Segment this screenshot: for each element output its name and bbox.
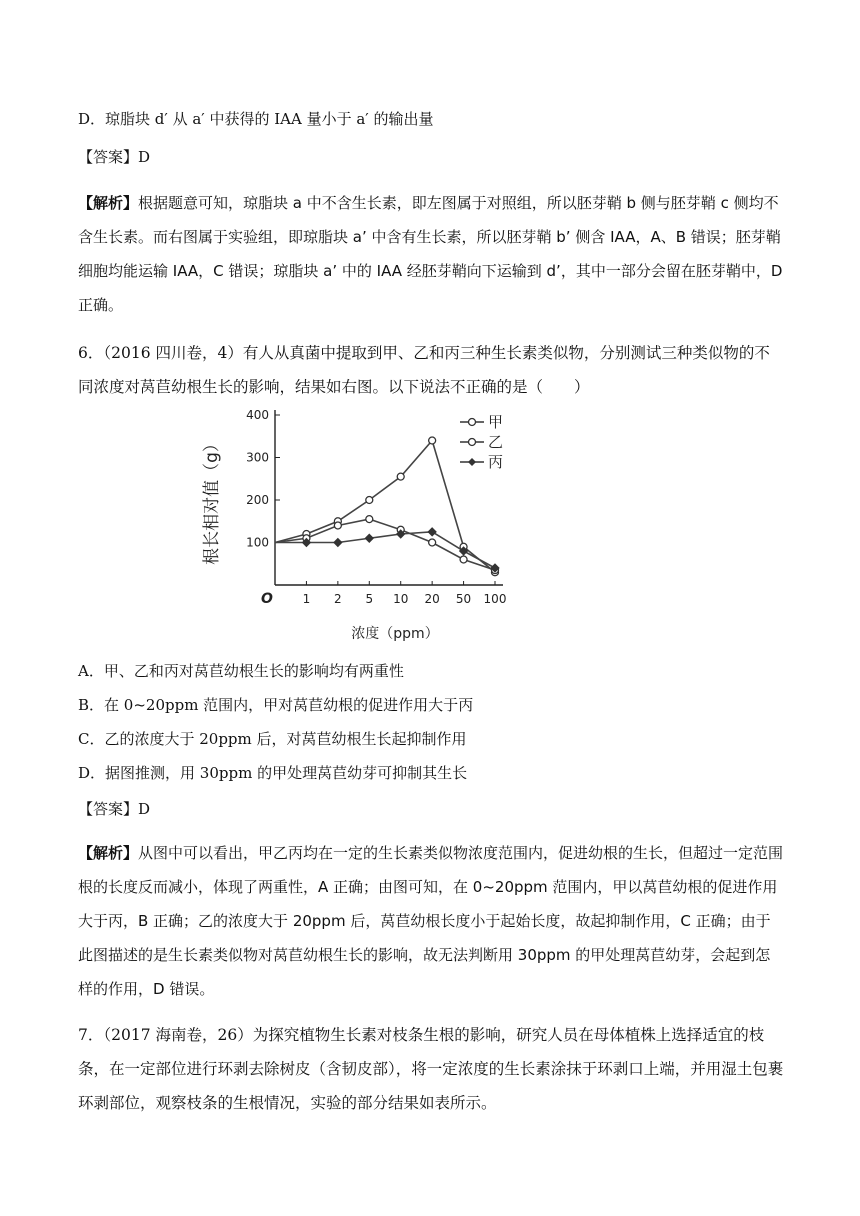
root-length-chart — [195, 400, 515, 650]
x-tick-label: 20 — [424, 592, 440, 606]
data-point-甲 — [429, 437, 436, 444]
data-point-乙 — [429, 539, 436, 546]
y-tick-label: 400 — [246, 408, 269, 422]
y-tick-label: 300 — [246, 450, 269, 465]
data-point-乙 — [334, 522, 341, 529]
legend-marker — [468, 458, 476, 466]
data-point-丙 — [334, 539, 342, 547]
analysis-text: 从图中可以看出，甲乙丙均在一定的生长素类似物浓度范围内，促进幼根的生长，但超过一定范围根的长度反而减小，体现了两重性，A 正确；由图可知，在 0~20ppm 范围内，甲以莴苣幼根的促进作用大于丙，B 正确；乙的浓度大于 20ppm 后，莴苣幼根长度小于起始长度，故起抑制作用，C 正确；由于此图描述的是生长素类似物对莴苣幼根生长的影响，故无法判断用 30ppm 的甲处理莴苣幼芽，会起到怎样的作用，D 错误。 — [78, 844, 784, 998]
q6-option-b: B．在 0~20ppm 范围内，甲对莴苣幼根的促进作用大于丙 — [78, 696, 474, 714]
q5-analysis — [78, 186, 784, 322]
q6-option-a: A．甲、乙和丙对莴苣幼根生长的影响均有两重性 — [78, 662, 404, 680]
legend-label: 甲 — [488, 413, 504, 431]
origin-label: O — [261, 591, 273, 607]
answer-label: 【答案】 — [78, 800, 139, 818]
x-tick-label: 1 — [302, 592, 311, 606]
q5-answer — [78, 146, 784, 168]
x-tick-label: 5 — [365, 592, 374, 606]
data-point-甲 — [397, 473, 404, 480]
x-tick-label: 100 — [483, 592, 507, 606]
answer-value: D — [138, 800, 151, 818]
x-tick-label: 50 — [455, 592, 472, 606]
data-point-丙 — [428, 528, 436, 536]
q6-answer — [78, 798, 784, 820]
q6-stem: 6．（2016 四川卷，4）有人从真菌中提取到甲、乙和丙三种生长素类似物，分别测试三种类似物的不同浓度对莴苣幼根生长的影响，结果如右图。以下说法不正确的是（ ） — [78, 344, 770, 396]
legend-marker — [469, 439, 476, 446]
analysis-text: 根据题意可知，琼脂块 a 中不含生长素，即左图属于对照组，所以胚芽鞘 b 侧与胚芽鞘 c 侧均不含生长素。而右图属于实验组，即琼脂块 a’ 中含有生长素，所以胚芽鞘 b’ 侧含 IAA，A、B 错误；胚芽鞘细胞均能运输 IAA，C 错误；琼脂块 a’ 中的 IAA 经胚芽鞘向下运输到 d’，其中一部分会留在胚芽鞘中，D 正确。 — [78, 194, 783, 314]
legend-label: 乙 — [488, 433, 504, 451]
q6-analysis — [78, 836, 784, 1006]
data-point-乙 — [366, 516, 373, 523]
y-tick-label: 200 — [246, 493, 269, 507]
x-axis-label: 浓度（ppm） — [351, 626, 439, 642]
y-axis-label: 根长相对值（g） — [202, 435, 222, 565]
data-point-丙 — [365, 534, 373, 542]
legend-marker — [469, 419, 476, 426]
legend-label: 丙 — [488, 453, 504, 471]
q7-stem: 7．（2017 海南卷，26）为探究植物生长素对枝条生根的影响，研究人员在母体植株上选择适宜的枝条，在一定部位进行环剥去除树皮（含韧皮部），将一定浓度的生长素涂抹于环剥口上端，并用湿土包裹环剥部位，观察枝条的生根情况，实验的部分结果如表所示。 — [78, 1026, 784, 1112]
answer-label: 【答案】 — [78, 148, 139, 166]
y-tick-label: 100 — [246, 535, 269, 550]
q5-option-d: D．琼脂块 d′ 从 a′ 中获得的 IAA 量小于 a′ 的输出量 — [78, 110, 434, 128]
analysis-label: 【解析】 — [78, 844, 139, 862]
q6-option-c: C．乙的浓度大于 20ppm 后，对莴苣幼根生长起抑制作用 — [78, 730, 467, 748]
x-tick-label: 10 — [393, 592, 409, 606]
data-point-乙 — [460, 556, 467, 563]
x-tick-label: 2 — [334, 592, 342, 606]
data-point-甲 — [366, 497, 373, 504]
answer-value: D — [138, 148, 151, 166]
q6-option-d: D．据图推测，用 30ppm 的甲处理莴苣幼芽可抑制其生长 — [78, 764, 468, 782]
analysis-label: 【解析】 — [78, 194, 139, 212]
